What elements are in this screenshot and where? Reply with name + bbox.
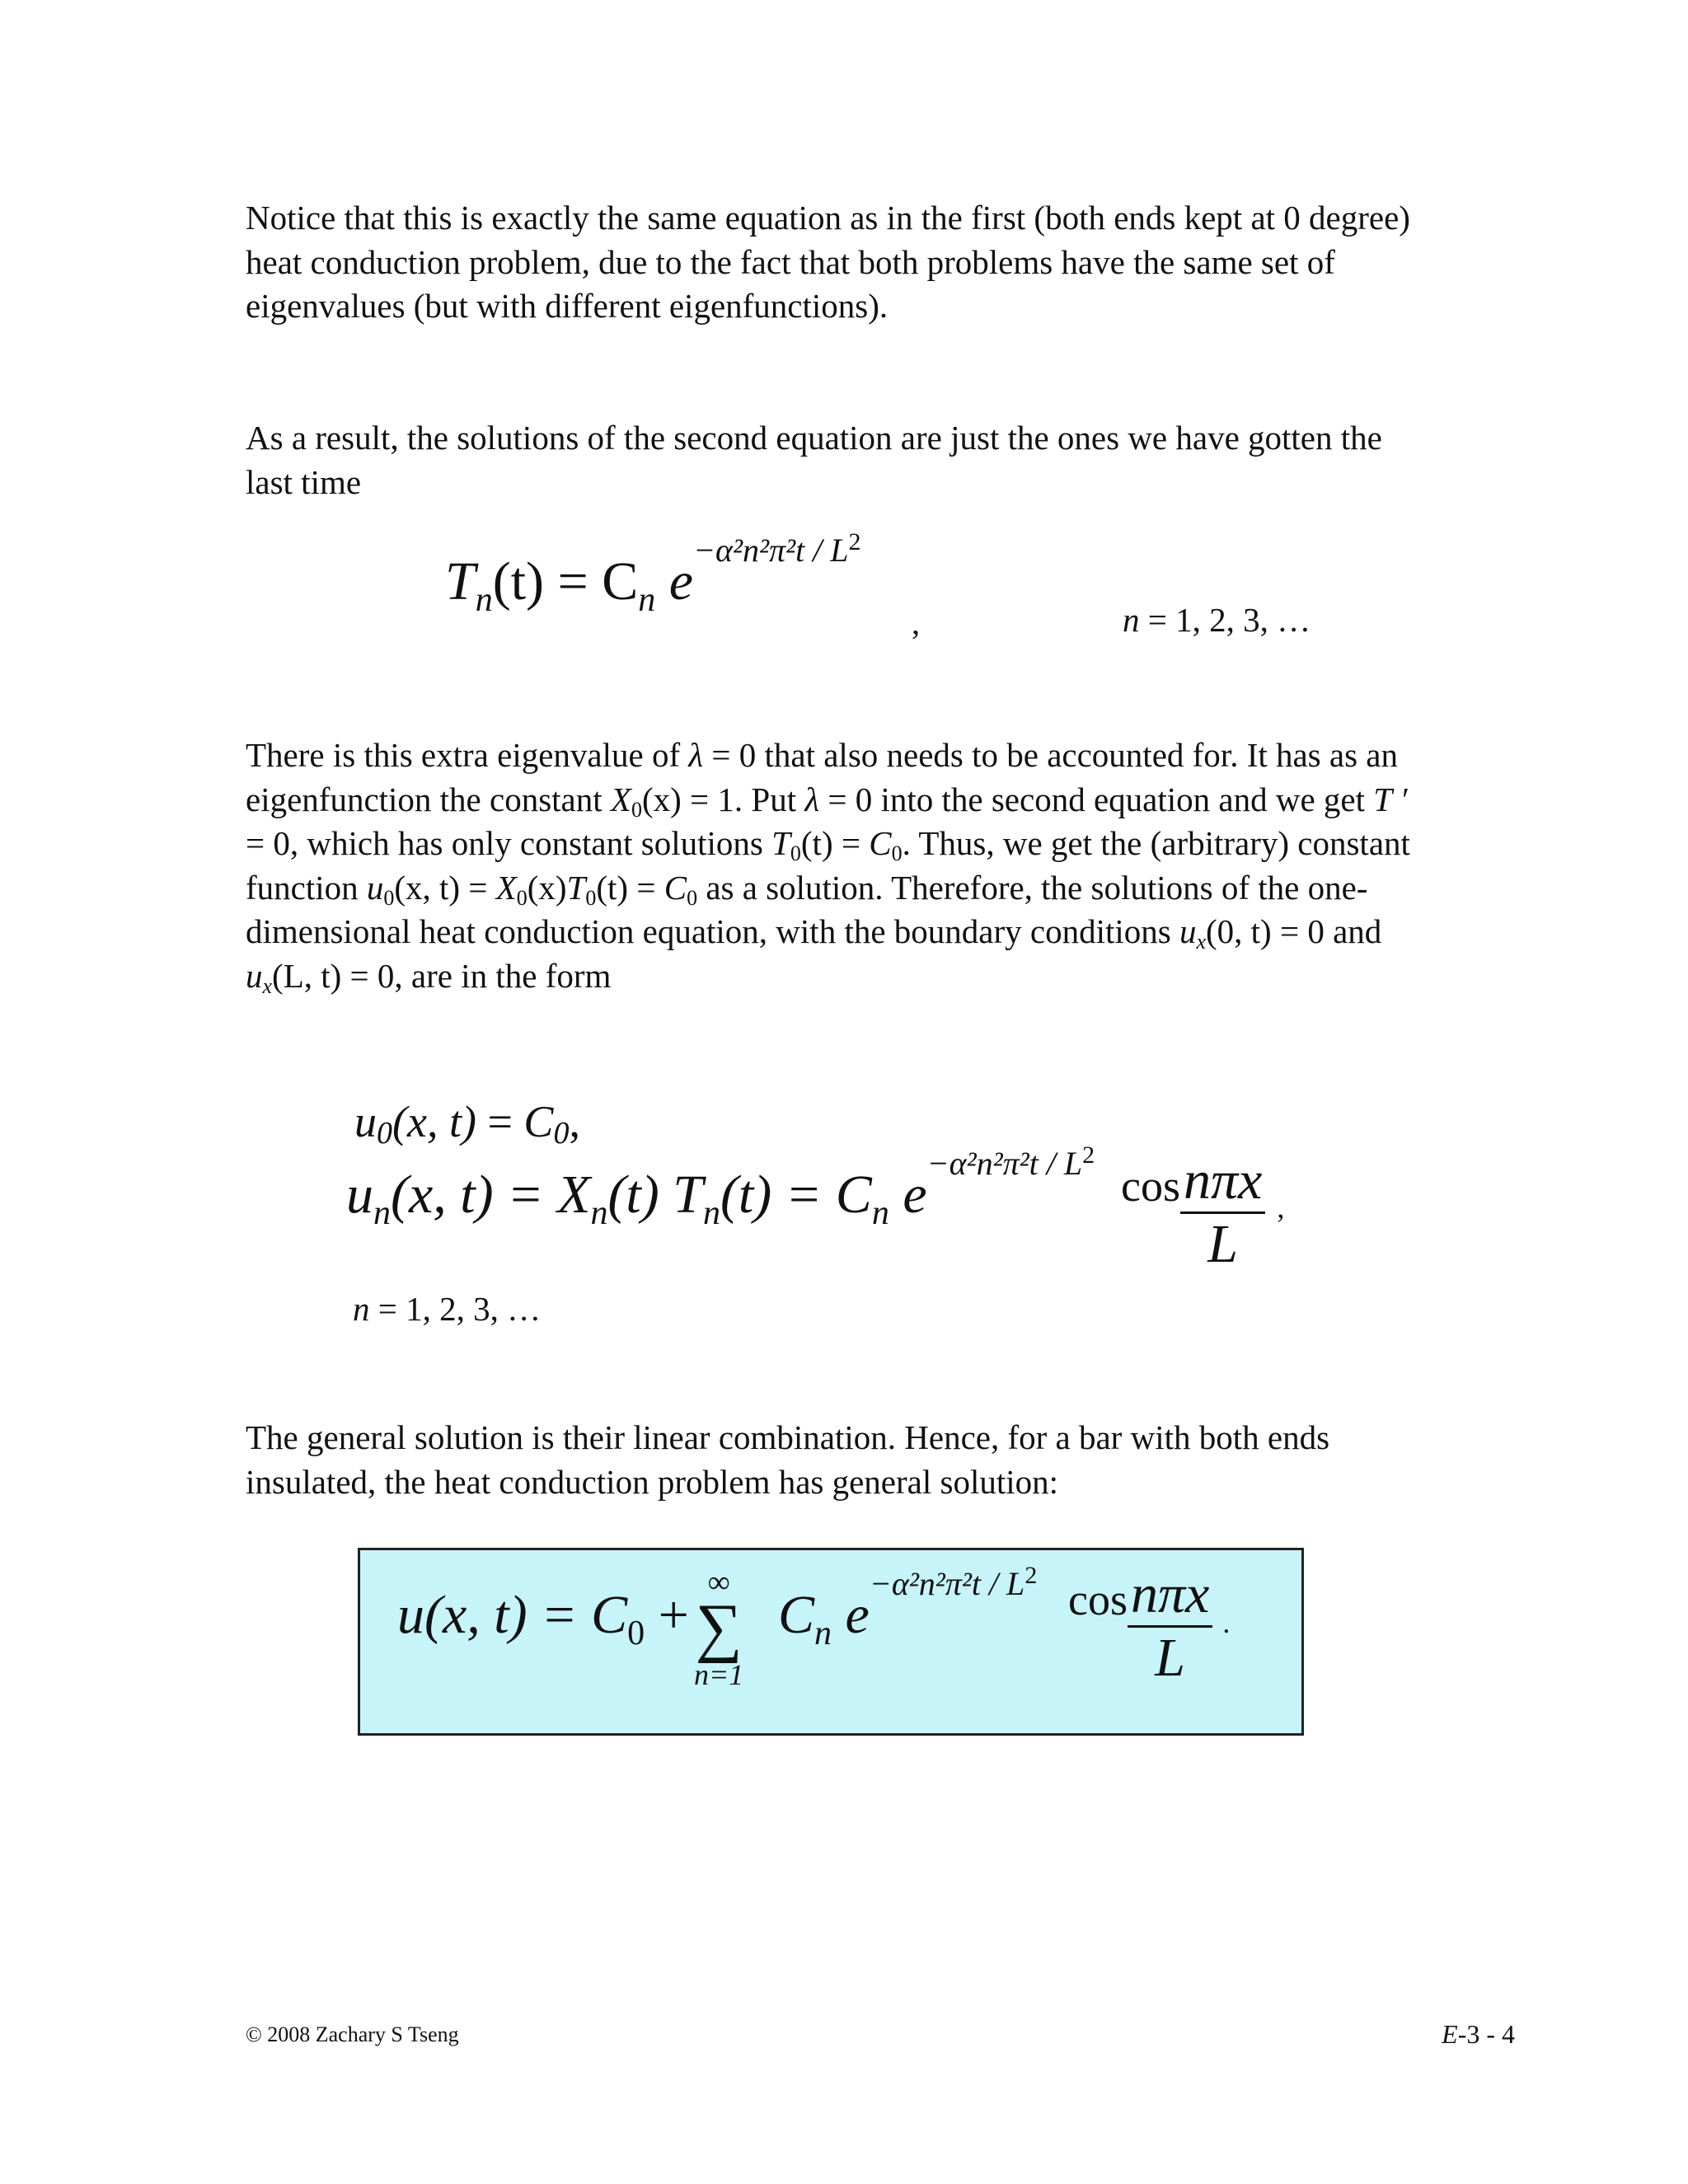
- equation-un: $u_n(x$, $t) = X_n(t) T_n(t) = C_n$ $e^{-\alpha^2n^2\pi^2t / L^2}$: [346, 1141, 1095, 1232]
- eq-tn-comma: ,: [912, 604, 920, 641]
- eq-tn-range: n = 1, 2, 3, …: [1123, 601, 1311, 639]
- summation-symbol: ∞ ∑ n=1: [694, 1565, 744, 1691]
- equation-u0: u0(x, t) = C0,: [354, 1097, 580, 1151]
- paragraph-extra-eigenvalue: There is this extra eigenvalue of λ = 0 that also needs to be accounted for. It has as an eigenfunction the constant $X_0(x) = 1$. Put λ = 0 into the second equation and we get T ′ = 0, which has only constant solutions $T_0(t) = C_0$. Thus, we get the (arbitrary) constant function $u_0(x$, $t) = X_0(x)T_0(t) = C_0$ as a solution. Therefore, the solutions of the one-dimensional heat conduction equation, with the boundary conditions $u_x(0$, t) = 0 and $u_x(L$, t) = 0, are in the form: [246, 736, 1410, 998]
- page-number: E-3 - 4: [1442, 2019, 1515, 2049]
- equation-general-solution: u(x, $t) = C_0$ +: [397, 1585, 689, 1652]
- eq-tn-e: e: [668, 551, 694, 612]
- eq-tn-T: T: [445, 551, 476, 612]
- eq-un-cos-frac: cos $\frac{\text{nπx}}{L}$ $_,$: [1121, 1151, 1285, 1274]
- paragraph-result: As a result, the solutions of the second equation are just the ones we have gotten the last time: [246, 419, 1382, 501]
- eq-general-cos-frac: cos $\frac{\text{nπx}}{L}$ $_.$: [1068, 1564, 1231, 1688]
- paragraph-general-solution: The general solution is their linear combination. Hence, for a bar with both ends insulated, the heat conduction problem has general solution:: [246, 1418, 1330, 1501]
- paragraph-notice: Notice that this is exactly the same equation as in the first (both ends kept at 0 degree) heat conduction problem, due to the fact that both problems have the same set of eigenvalues (but with different eigenfunctions).: [246, 199, 1410, 325]
- equation-general-term: $C_n$ $e^{-\alpha^2n^2\pi^2t / L^2}$: [778, 1562, 1038, 1652]
- eq-tn-c-sub: n: [638, 581, 656, 619]
- eq-un-range: n = 1, 2, 3, …: [353, 1290, 542, 1328]
- eq-un-exponent: −α²n²π²t / L2: [926, 1141, 1095, 1182]
- footer-copyright: © 2008 Zachary S Tseng: [246, 2022, 459, 2046]
- eq-tn-arg: (t) = C: [492, 551, 639, 612]
- eq-tn-exponent: −α²n²π²t / L2: [693, 528, 861, 569]
- eq-tn-sub: n: [475, 581, 493, 619]
